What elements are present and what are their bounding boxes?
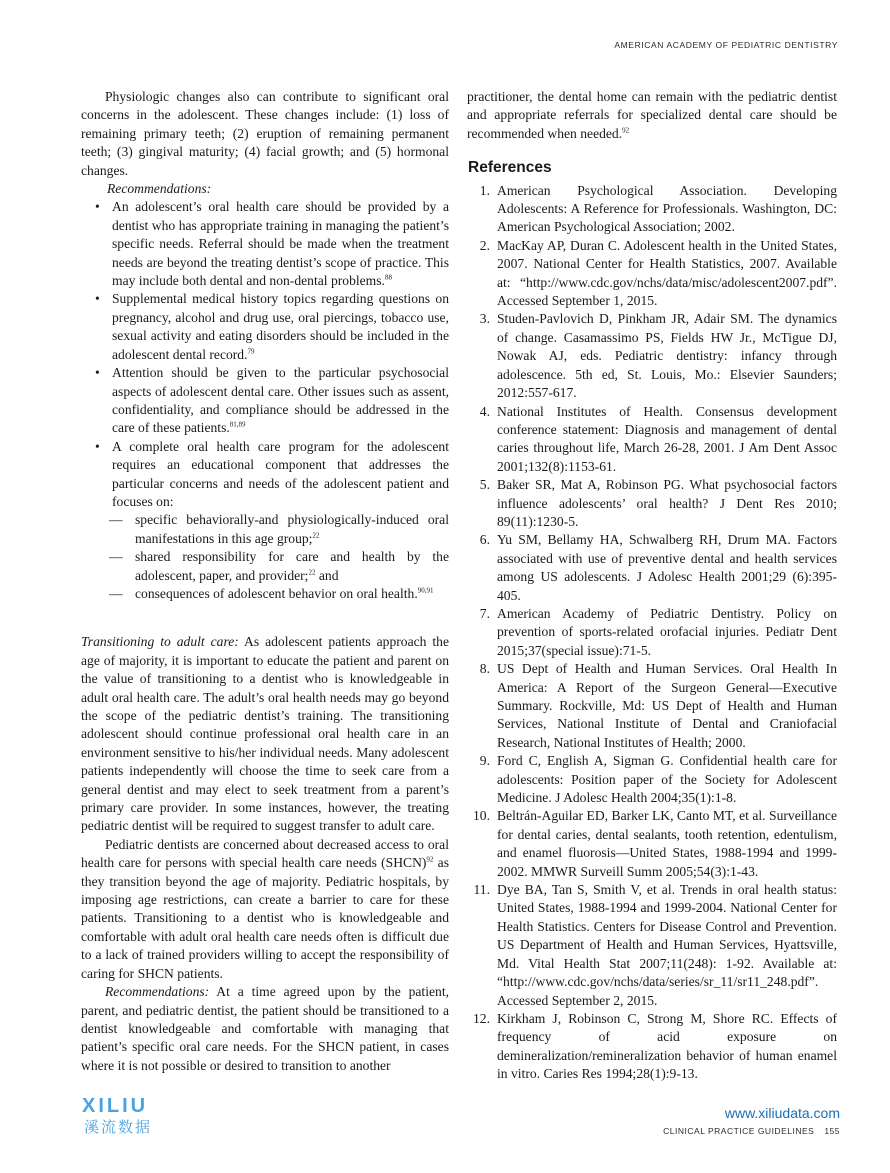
transition-label: Transitioning to adult care: <box>81 634 239 650</box>
reference-number: 10. <box>473 808 490 824</box>
recommendations-list <box>81 198 449 603</box>
reference-text: Studen-Pavlovich D, Pinkham JR, Adair SM. The dynamics of change. Casamassimo PS, Fields HW Jr., McTigue DJ, Nowak AJ, eds. Pediatric dentistry: infancy through adolescence. 5th ed, St. Louis, Mo.: Elsevier Saunders; 2012:557-617. <box>497 311 837 401</box>
logo-latin: XILIU <box>82 1095 149 1117</box>
reference-number: 1. <box>479 182 490 198</box>
reference-text: American Psychological Association. Developing Adolescents: A Reference for Professionals. Washington, DC: American Psychological Association; 2002. <box>497 182 837 235</box>
reference-number: 7. <box>479 605 490 621</box>
bullet-item: • An adolescent’s oral health care should be provided by a dentist who has appropriate training in managing the patient’s specific needs. Referral should be made when the treatment needs are beyond the treating dentist’s scope of practice. This may include both dental and non-dental problems.$^{88}$ <box>81 198 449 290</box>
website-link[interactable]: www.xiliudata.com <box>724 1105 840 1121</box>
reference-text: Ford C, English A, Sigman G. Confidential health care for adolescents: Position paper of the Society for Adolescent Medicine. J Adolesc Health 2004;35(1):1-8. <box>497 753 837 806</box>
reference-number: 4. <box>479 403 490 419</box>
reference-number: 12. <box>473 1010 490 1026</box>
reference-item <box>467 807 837 881</box>
reference-number: 6. <box>479 532 490 548</box>
references-list <box>467 182 837 1084</box>
reference-item <box>467 605 837 660</box>
reference-item <box>467 531 837 605</box>
reference-number: 3. <box>479 311 490 327</box>
xiliu-logo <box>80 1092 180 1136</box>
physiologic-paragraph: Physiologic changes also can contribute to significant oral concerns in the adolescent. These changes include: (1) loss of remaining primary teeth; (2) eruption of remaining permanent teeth; (3) gingival maturity; (4) facial growth; and (5) hormonal changes. <box>81 89 449 178</box>
reference-item <box>467 476 837 531</box>
sub-item: — consequences of adolescent behavior on oral health.$^{90,91}$ <box>81 585 449 603</box>
reference-item <box>467 752 837 807</box>
reference-number: 5. <box>479 477 490 493</box>
continued-paragraph: practitioner, the dental home can remain with the pediatric dentist and appropriate referrals for specialized dental care should be recommended when needed.$^{92}$ <box>467 89 837 141</box>
bullet-item: • Supplemental medical history topics regarding questions on pregnancy, alcohol and drug use, oral piercings, tobacco use, sexual activity and eating disorders should be included in the adolescent dental record.$^{79}$ <box>81 290 449 364</box>
transition-paragraph: Transitioning to adult care: As adolescent patients approach the age of majority, it is important to educate the patient and parent on the value of transitioning to a dentist who is knowledgeable in adult oral health care. The adult’s oral health needs may go beyond the scope of the pediatric dentist’s training. The transitioning adolescent should continue professional oral health care in an environment sensitive to his/her individual needs. Many adolescent patients independently will choose the time to seek care from a general dentist and may elect to seek treatment from a parent’s primary care provider. In some instances, however, the treating pediatric dentist will be required to suggest transfer to adult care. <box>81 634 450 834</box>
reference-item <box>467 237 837 311</box>
sub-item: — specific behaviorally-and physiologically-induced oral manifestations in this age group;$^{22}$ <box>81 511 449 548</box>
reference-number: 11. <box>473 882 490 898</box>
shcn-paragraph: Pediatric dentists are concerned about decreased access to oral health care for persons with special health care needs (SHCN)$^{92}$ as they transition beyond the age of majority. Pediatric hospitals, by imposing age restrictions, can create a barrier to care for these patients. Transitioning to a dentist who is knowledgeable and comfortable with adult oral health care needs often is difficult due to a lack of trained providers willing to accept the responsibility of caring for SHCN patients. <box>81 836 449 981</box>
sub-list <box>81 511 449 603</box>
reference-text: Beltrán-Aguilar ED, Barker LK, Canto MT, et al. Surveillance for dental caries, dental sealants, tooth retention, edentulism, and enamel fluorosis—United States, 1988-1994 and 1999-2002. MMWR Surveill Summ 2005;54(3):1-43. <box>497 808 837 879</box>
reference-text: Kirkham J, Robinson C, Strong M, Shore RC. Effects of frequency of acid exposure on demineralization/remineralization behavior of human enamel in vitro. Caries Res 1994;28(1):9-13. <box>497 1010 837 1082</box>
sub-item: — shared responsibility for care and health by the adolescent, paper, and provider;$^{22}$ and <box>81 548 449 585</box>
reference-item <box>467 182 837 237</box>
reference-text: Yu SM, Bellamy HA, Schwalberg RH, Drum MA. Factors associated with use of preventive dental and health services among US adolescents. J Adolesc Health 2001;29 (6):395-405. <box>497 532 837 603</box>
reference-number: 2. <box>479 237 490 253</box>
reference-text: American Academy of Pediatric Dentistry. Policy on prevention of sports-related orofacial injuries. Pediatr Dent 2015;37(special issue):71-5. <box>497 605 837 658</box>
reference-item <box>467 660 837 752</box>
reference-item <box>467 881 837 1010</box>
reference-number: 9. <box>479 753 490 769</box>
logo-chinese: 溪流数据 <box>84 1118 153 1136</box>
reference-text: MacKay AP, Duran C. Adolescent health in the United States, 2007. National Center for Health Statistics, 2007. Available at: “http://www.cdc.gov/nchs/data/misc/adolescent2007.pdf”. Accessed September 1, 2015. <box>497 237 837 309</box>
right-column <box>467 88 837 1084</box>
reference-text: Dye BA, Tan S, Smith V, et al. Trends in oral health status: United States, 1988-1994 and 1999-2004. National Center for Health Statistics. Centers for Disease Control and Prevention. US Department of Health and Human Services, Hyattsville, Md. Vital Health Stat 2007;11(248): 1-92. Available at: “http://www.cdc.gov/nchs/data/series/sr_11/sr11_248.pdf”. Accessed September 2, 2015. <box>497 882 837 1008</box>
left-column <box>81 88 449 1075</box>
reference-item <box>467 310 837 402</box>
bullet-item: • A complete oral health care program for the adolescent requires an educational component that addresses the particular concerns and needs of the adolescent patient and focuses on: — specific behaviorally-and physiologically-induced oral manifestations in this age group;$^{22}$ — shared responsibility for care and health by the adolescent, paper, and provider;$^{22}$ and — consequences of adolescent behavior on oral health.$^{90,91}$ <box>81 438 449 604</box>
reference-number: 8. <box>479 661 490 677</box>
recommendations-label: Recommendations: <box>107 181 212 197</box>
reference-item <box>467 403 837 477</box>
reference-text: US Dept of Health and Human Services. Oral Health In America: A Report of the Surgeon General—Executive Summary. Rockville, Md: US Dept of Health and Human Services, National Institute of Dental and Craniofacial Research, National Institutes of Health; 2000. <box>497 661 837 750</box>
reference-text: Baker SR, Mat A, Robinson PG. What psychosocial factors influence adolescents’ oral health? J Dent Res 2010; 89(11):1230-5. <box>497 477 837 529</box>
reference-item <box>467 1010 837 1084</box>
page-number: 155 <box>824 1126 840 1136</box>
bullet-item: • Attention should be given to the particular psychosocial aspects of adolescent dental care. Other issues such as assent, confidentiality, and compliance should be addressed in the care of these patients.$^{81,89}$ <box>81 364 449 438</box>
page-footer: CLINICAL PRACTICE GUIDELINES 155 <box>663 1126 840 1136</box>
references-heading: References <box>468 159 552 177</box>
running-header: AMERICAN ACADEMY OF PEDIATRIC DENTISTRY <box>614 40 838 50</box>
recommendations-2-paragraph: Recommendations: At a time agreed upon by the patient, parent, and pediatric dentist, the patient should be transitioned to a dentist knowledgeable and comfortable with managing that patient’s specific oral care needs. For the SHCN patient, in cases where it is not possible or desired to transition to another <box>81 984 449 1073</box>
reference-text: National Institutes of Health. Consensus development conference statement: Diagnosis and management of dental caries throughout life, March 26-28, 2001. J Am Dent Assoc 2001;132(8):1153-61. <box>497 403 837 474</box>
